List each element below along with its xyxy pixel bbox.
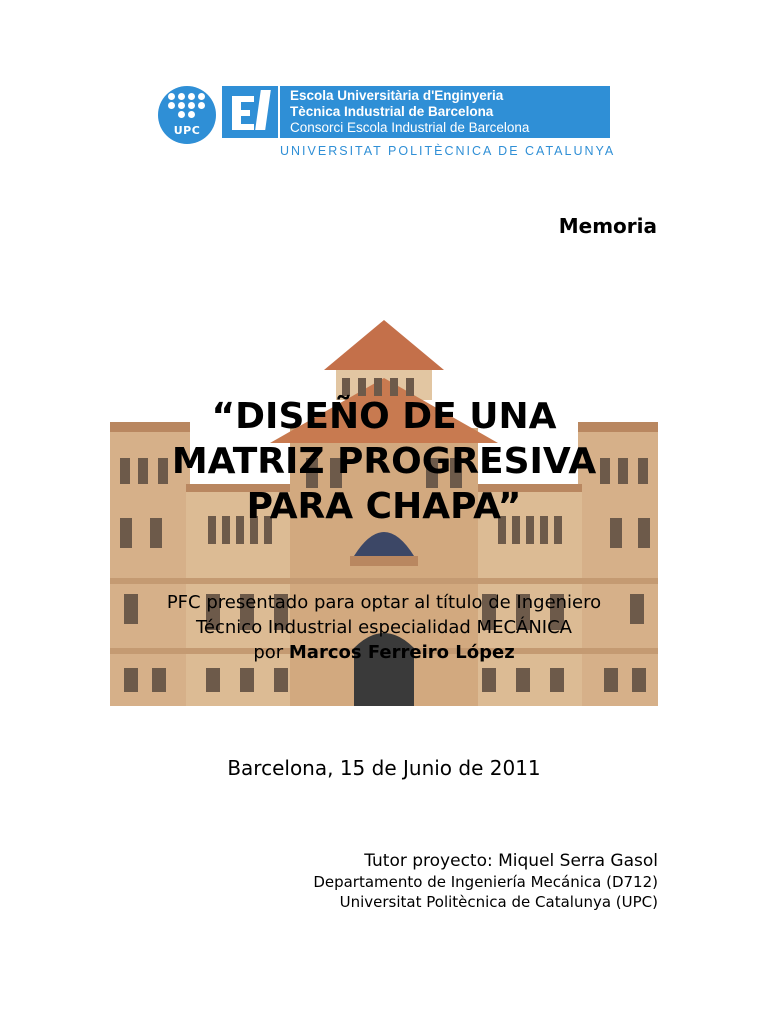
- school-name-band: [280, 86, 610, 138]
- document-date: Barcelona, 15 de Junio de 2011: [227, 756, 541, 780]
- pfc-line-2: Técnico Industrial especialidad MECÁNICA: [195, 617, 572, 638]
- ei-logo-icon: [222, 86, 278, 138]
- upc-dots-icon: [168, 93, 206, 123]
- tutor-label: Tutor proyecto:: [364, 851, 493, 871]
- tutor-name: Miquel Serra Gasol: [498, 851, 658, 871]
- title-line-2: MATRIZ PROGRESIVA: [171, 441, 597, 482]
- school-name-line-1: Escola Universitària d'Enginyeria: [290, 88, 504, 103]
- pfc-line-1: PFC presentado para optar al título de Ingeniero: [166, 592, 602, 613]
- tutor-block: [313, 850, 658, 912]
- tutor-line: [313, 850, 658, 872]
- university-name: UNIVERSITAT POLITÈCNICA DE CATALUNYA: [280, 144, 616, 158]
- upc-logo-icon: [158, 86, 216, 144]
- pfc-description: [100, 590, 668, 665]
- school-name-line-2: Tècnica Industrial de Barcelona: [290, 104, 494, 119]
- title-line-1: “DISEÑO DE UNA: [211, 396, 557, 437]
- thesis-title: [100, 394, 668, 529]
- tutor-university: Universitat Politècnica de Catalunya (UPC): [339, 893, 658, 911]
- pfc-line-3: [100, 640, 668, 665]
- document-type: Memoria: [558, 214, 657, 238]
- school-name-line-3: Consorci Escola Industrial de Barcelona: [290, 120, 530, 135]
- tutor-department: Departamento de Ingeniería Mecánica (D712): [313, 873, 658, 891]
- por-text: por: [253, 642, 284, 663]
- title-line-3: PARA CHAPA”: [246, 486, 522, 527]
- institution-logo: [158, 84, 616, 160]
- upc-logo-text: UPC: [173, 124, 201, 137]
- author-name: Marcos Ferreiro López: [288, 642, 515, 663]
